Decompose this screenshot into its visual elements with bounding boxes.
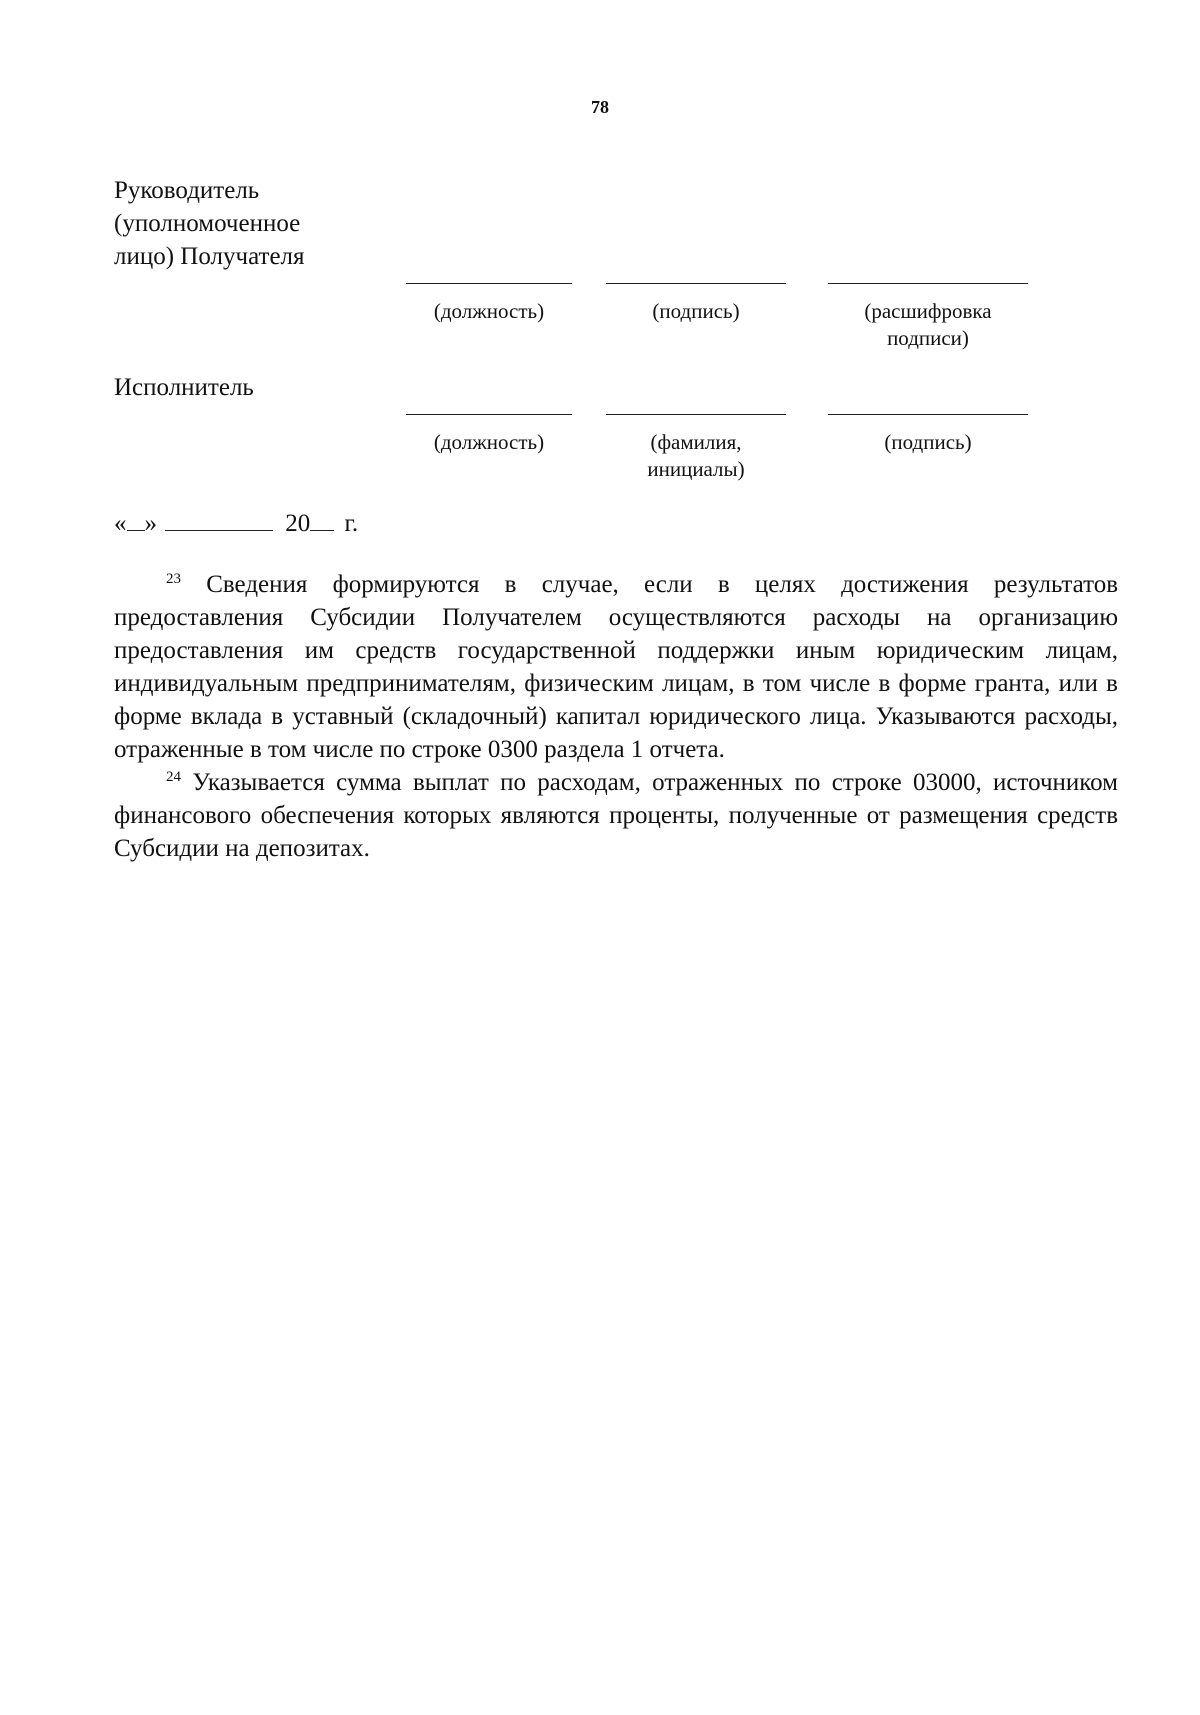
executor-position-caption: (должность) bbox=[433, 430, 545, 454]
footnotes bbox=[114, 568, 1118, 865]
executor-name-line[interactable] bbox=[606, 414, 786, 415]
footnote-text: Указывается сумма выплат по расходам, отраженных по строке 03000, источником финансового обеспечения которых являются проценты, полученные от размещения средств Субсидии на депозитах. bbox=[114, 769, 1119, 862]
date-month-blank[interactable] bbox=[165, 508, 273, 531]
date-year-blank[interactable] bbox=[310, 508, 334, 531]
date-day-blank[interactable] bbox=[127, 508, 145, 531]
head-position-caption: (должность) bbox=[433, 299, 545, 323]
head-label-line-2: (уполномоченное bbox=[114, 210, 301, 237]
head-signature-line[interactable] bbox=[606, 283, 786, 284]
head-decoding-caption bbox=[828, 298, 1028, 352]
head-label-line-3: лицо) Получателя bbox=[114, 243, 305, 270]
head-decoding-caption-line-1: (расшифровка bbox=[864, 299, 992, 323]
head-decoding-caption-line-2: подписи) bbox=[887, 326, 969, 350]
date-open-quote: « bbox=[114, 510, 127, 537]
executor-label: Исполнитель bbox=[114, 374, 254, 401]
head-signature-caption: (подпись) bbox=[652, 299, 740, 323]
footnote-number: 23 bbox=[166, 571, 181, 587]
head-label-line-1: Руководитель bbox=[114, 177, 260, 204]
executor-name-caption bbox=[606, 429, 786, 483]
head-label bbox=[114, 174, 305, 273]
executor-name-caption-line-2: инициалы) bbox=[647, 457, 745, 481]
head-position-line[interactable] bbox=[406, 283, 572, 284]
footnote-text: Сведения формируются в случае, если в целях достижения результатов предоставления Субсидии Получателем осуществляются расходы на организацию предоставления им средств государственной поддержки иным юридическим лицам, индивидуальным предпринимателям, физическим лицам, в том числе в форме гранта, или в форме вклада в уставный (складочный) капитал юридического лица. Указываются расходы, отраженные в том числе по строке 0300 раздела 1 отчета. bbox=[114, 571, 1119, 763]
date-close-quote: » bbox=[144, 510, 157, 537]
footnote-23 bbox=[114, 568, 1118, 766]
executor-name-caption-line-1: (фамилия, bbox=[650, 430, 742, 454]
executor-position-line[interactable] bbox=[406, 414, 572, 415]
executor-signature-caption: (подпись) bbox=[884, 430, 972, 454]
date-year-suffix: г. bbox=[344, 510, 359, 537]
executor-signature-line[interactable] bbox=[828, 414, 1028, 415]
date-line bbox=[114, 508, 358, 539]
head-decoding-line[interactable] bbox=[828, 283, 1028, 284]
footnote-number: 24 bbox=[166, 769, 181, 785]
page-number: 78 bbox=[591, 97, 609, 117]
footnote-24 bbox=[114, 766, 1118, 865]
date-year-prefix: 20 bbox=[285, 510, 311, 537]
